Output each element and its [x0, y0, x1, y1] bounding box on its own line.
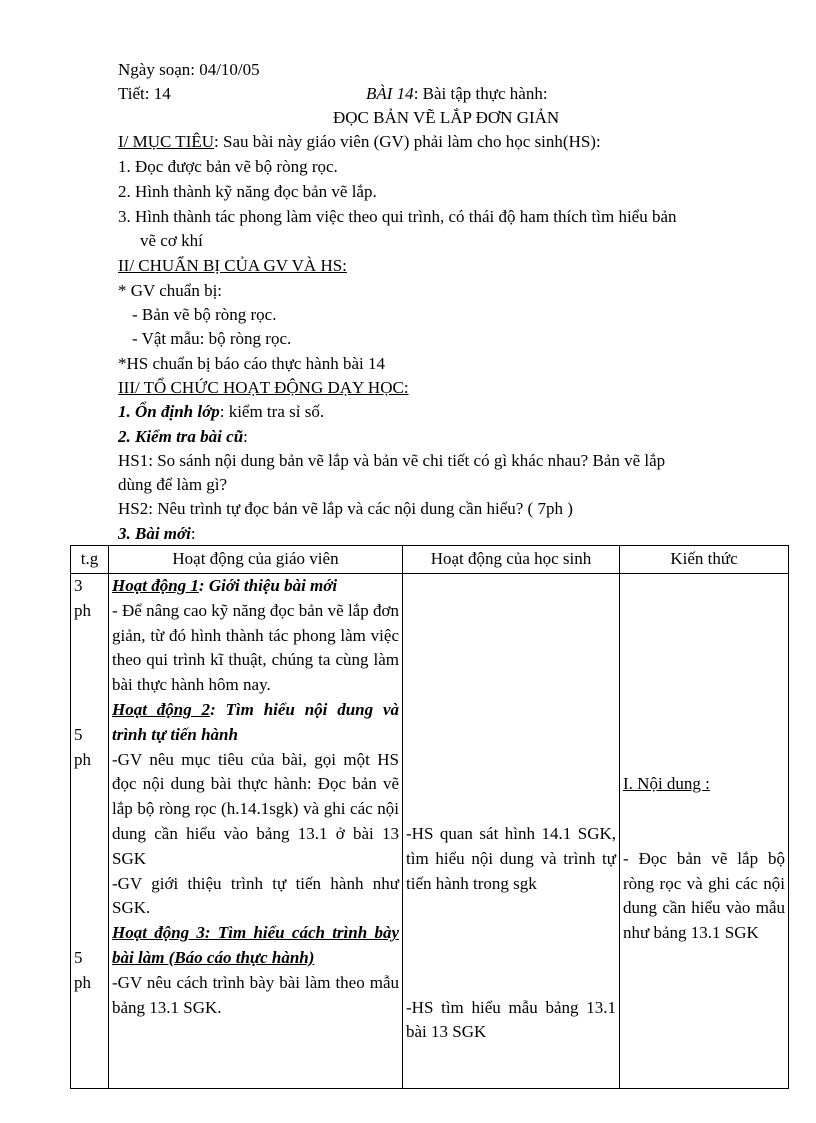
preparation-heading: II/ CHUẨN BỊ CỦA GV VÀ HS: [118, 256, 347, 275]
activity-1-heading [112, 574, 399, 599]
step-2-label: 2. Kiểm tra bài cũ [118, 427, 244, 446]
student-text-1: -HS quan sát hình 14.1 SGK, tìm hiểu nội dung và trình tự tiến hành trong sgk [406, 823, 616, 893]
prep-line: *HS chuẩn bị báo cáo thực hành bài 14 [118, 354, 385, 373]
header-teacher: Hoạt động của giáo viên [109, 546, 403, 574]
lesson-number: BÀI 14 [366, 84, 414, 103]
activity-3-text: -GV nêu cách trình bày bài làm theo mẫu bảng 13.1 SGK. [112, 972, 399, 1017]
lesson-line [366, 84, 548, 104]
objective-item: 3. Hình thành tác phong làm việc theo qui trình, có thái độ ham thích tìm hiểu bản [118, 207, 677, 226]
step-2-text: : [243, 427, 248, 446]
objective-item: 2. Hình thành kỹ năng đọc bản vẽ lắp. [118, 182, 377, 201]
objective-item-cont: vẽ cơ khí [140, 231, 203, 250]
activity-2-title: Hoạt động 2 [112, 699, 211, 719]
teacher-cell [109, 574, 403, 1089]
time-3: 5 [74, 947, 83, 967]
step-2 [118, 427, 248, 447]
header-time: t.g [71, 546, 109, 574]
knowledge-heading: I. Nội dung : [623, 774, 710, 794]
activity-1-title: Hoạt động 1 [112, 576, 199, 595]
hs1-question: HS1: So sánh nội dung bản vẽ lắp và bản vẽ chi tiết có gì khác nhau? Bản vẽ lắp [118, 451, 666, 470]
step-1 [118, 402, 324, 422]
activity-2-suffix: : Tìm hiểu nội dung và trình tự tiến hành [112, 699, 399, 744]
lesson-subtitle: : Bài tập thực hành: [413, 84, 548, 103]
prep-line: - Bản vẽ bộ ròng rọc. [132, 305, 277, 324]
date-line: Ngày soạn: 04/10/05 [118, 60, 260, 79]
prep-line: * GV chuẩn bị: [118, 281, 223, 300]
step-3-label: 3. Bài mới [118, 524, 191, 543]
activity-3-title: Hoạt động 3: Tìm hiểu cách trình bày bài làm (Báo cáo thực hành) [112, 923, 399, 967]
activity-1-text: - Để nâng cao kỹ năng đọc bản vẽ lắp đơn giản, từ đó hình thành tác phong làm việc theo qui trình kĩ thuật, chúng ta cùng làm bài thực hành hôm nay. [112, 600, 399, 695]
header-knowledge: Kiến thức [620, 546, 789, 574]
objectives-line [118, 132, 601, 152]
objective-item: 1. Đọc được bản vẽ bộ ròng rọc. [118, 157, 338, 176]
time-2: 5 [74, 724, 83, 744]
table-row [71, 574, 789, 1089]
student-text-2: -HS tìm hiểu mẫu bảng 13.1 bài 13 SGK [406, 997, 616, 1042]
table-header-row [71, 546, 789, 574]
time-cell [71, 574, 109, 1089]
time-2-unit: ph [74, 749, 91, 769]
hs1-question-cont: dùng để làm gì? [118, 475, 228, 494]
time-1-unit: ph [74, 600, 91, 620]
step-1-text: : kiểm tra sỉ số. [219, 402, 325, 421]
prep-line: - Vật mẫu: bộ ròng rọc. [132, 329, 292, 348]
activity-1-suffix: : Giới thiệu bài mới [198, 576, 338, 595]
activities-heading: III/ TỔ CHỨC HOẠT ĐỘNG DẠY HỌC: [118, 378, 409, 397]
lesson-plan-table [70, 545, 789, 1089]
objectives-heading: I/ MỤC TIÊU [118, 132, 215, 151]
step-3-text: : [190, 524, 196, 543]
activity-2-heading [112, 698, 399, 748]
activity-2-text-1: -GV nêu mục tiêu của bài, gọi một HS đọc nội dung bài thực hành: Đọc bản vẽ lắp bộ ròng rọc (h.14.1sgk) và ghi các nội dung cần hiểu vào bảng 13.1 ở bài 13 SGK [112, 749, 399, 868]
step-3 [118, 524, 196, 544]
knowledge-cell [620, 574, 789, 1089]
header-student: Hoạt động của học sinh [403, 546, 620, 574]
period-line: Tiết: 14 [118, 84, 171, 103]
activity-2-text-2: -GV giới thiệu trình tự tiến hành như SGK. [112, 873, 399, 918]
objectives-intro: : Sau bài này giáo viên (GV) phải làm cho học sinh(HS): [214, 132, 601, 151]
step-1-label: 1. Ổn định lớp [118, 402, 220, 421]
lesson-title: ĐỌC BẢN VẼ LẮP ĐƠN GIẢN [333, 108, 560, 127]
hs2-question: HS2: Nêu trình tự đọc bản vẽ lắp và các nội dung cần hiểu? ( 7ph ) [118, 499, 573, 518]
time-1: 3 [74, 576, 83, 595]
knowledge-text: - Đọc bản vẽ lắp bộ ròng rọc và ghi các nội dung cần hiểu vào mẫu như bảng 13.1 SGK [623, 848, 785, 943]
activity-3-heading [112, 921, 399, 971]
student-cell [403, 574, 620, 1089]
time-3-unit: ph [74, 972, 91, 992]
